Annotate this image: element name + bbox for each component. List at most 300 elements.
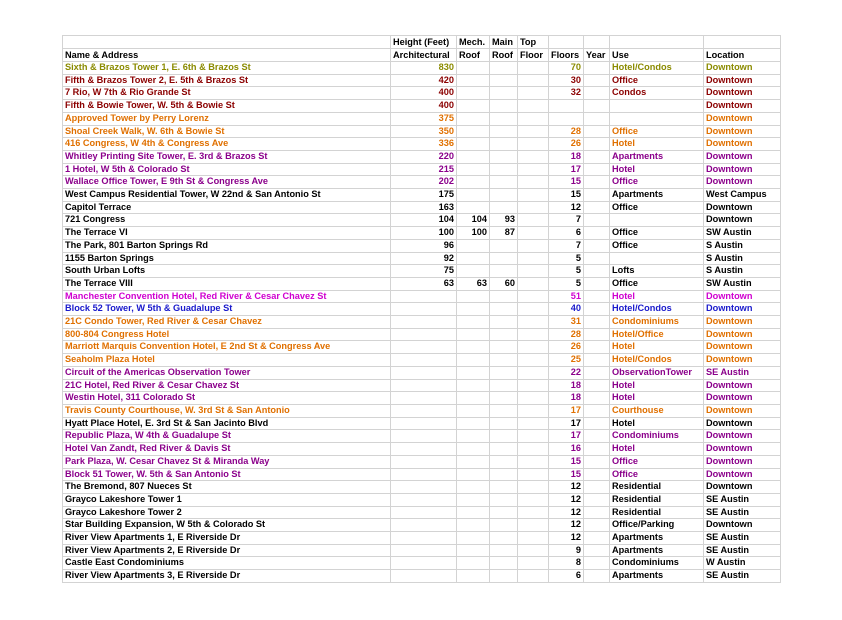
cell-height <box>391 290 457 303</box>
cell-year <box>584 392 610 405</box>
cell-main-roof <box>490 163 518 176</box>
cell-mech-roof <box>457 201 490 214</box>
cell-year <box>584 87 610 100</box>
table-header <box>63 36 781 62</box>
table-row <box>63 455 781 468</box>
cell-main-roof <box>490 125 518 138</box>
cell-use: Residential <box>610 481 704 494</box>
cell-height <box>391 544 457 557</box>
cell-height: 175 <box>391 189 457 202</box>
cell-top-floor <box>518 227 549 240</box>
cell-main-roof <box>490 443 518 456</box>
cell-main-roof <box>490 201 518 214</box>
table-row <box>63 62 781 75</box>
cell-floors: 15 <box>549 189 584 202</box>
cell-top-floor <box>518 519 549 532</box>
cell-location: Downtown <box>704 379 781 392</box>
cell-year <box>584 455 610 468</box>
cell-location: Downtown <box>704 392 781 405</box>
cell-location: SE Austin <box>704 544 781 557</box>
header-main-roof: Roof <box>490 49 518 62</box>
cell-floors: 17 <box>549 430 584 443</box>
cell-name-address: West Campus Residential Tower, W 22nd & San Antonio St <box>63 189 391 202</box>
cell-location: Downtown <box>704 455 781 468</box>
cell-mech-roof <box>457 150 490 163</box>
cell-top-floor <box>518 189 549 202</box>
cell-use: Office <box>610 201 704 214</box>
table-row <box>63 481 781 494</box>
table-row <box>63 493 781 506</box>
cell-top-floor <box>518 290 549 303</box>
cell-name-address: Castle East Condominiums <box>63 557 391 570</box>
cell-height: 163 <box>391 201 457 214</box>
cell-mech-roof: 100 <box>457 227 490 240</box>
cell-main-roof <box>490 74 518 87</box>
cell-name-address: Grayco Lakeshore Tower 1 <box>63 493 391 506</box>
cell-use: Hotel <box>610 163 704 176</box>
cell-location: Downtown <box>704 74 781 87</box>
cell-location: SE Austin <box>704 366 781 379</box>
cell-height: 400 <box>391 100 457 113</box>
cell-year <box>584 125 610 138</box>
cell-main-roof <box>490 252 518 265</box>
cell-use: ObservationTower <box>610 366 704 379</box>
cell-main-roof <box>490 493 518 506</box>
cell-top-floor <box>518 468 549 481</box>
cell-location: Downtown <box>704 430 781 443</box>
table-row <box>63 443 781 456</box>
table-row <box>63 328 781 341</box>
cell-year <box>584 290 610 303</box>
cell-mech-roof <box>457 341 490 354</box>
cell-year <box>584 557 610 570</box>
cell-mech-roof <box>457 506 490 519</box>
table-row <box>63 252 781 265</box>
cell-year <box>584 74 610 87</box>
cell-location: Downtown <box>704 62 781 75</box>
cell-top-floor <box>518 176 549 189</box>
cell-height: 400 <box>391 87 457 100</box>
table-row <box>63 163 781 176</box>
cell-use: Residential <box>610 493 704 506</box>
table-body <box>63 62 781 583</box>
cell-location: SE Austin <box>704 506 781 519</box>
cell-use <box>610 252 704 265</box>
cell-use: Office <box>610 176 704 189</box>
cell-year <box>584 354 610 367</box>
cell-name-address: Republic Plaza, W 4th & Guadalupe St <box>63 430 391 443</box>
cell-year <box>584 227 610 240</box>
cell-use: Condominiums <box>610 316 704 329</box>
cell-height <box>391 506 457 519</box>
cell-main-roof <box>490 189 518 202</box>
cell-use: Office <box>610 227 704 240</box>
cell-top-floor <box>518 443 549 456</box>
cell-top-floor <box>518 392 549 405</box>
cell-main-roof <box>490 354 518 367</box>
cell-main-roof <box>490 417 518 430</box>
cell-name-address: Block 52 Tower, W 5th & Guadalupe St <box>63 303 391 316</box>
cell-use: Office <box>610 125 704 138</box>
cell-height: 104 <box>391 214 457 227</box>
table-row <box>63 87 781 100</box>
header-row-1 <box>63 36 781 49</box>
cell-use: Condominiums <box>610 557 704 570</box>
cell-floors: 15 <box>549 176 584 189</box>
header-mech-roof: Roof <box>457 49 490 62</box>
header-cell <box>63 36 391 49</box>
cell-name-address: The Park, 801 Barton Springs Rd <box>63 239 391 252</box>
cell-main-roof <box>490 392 518 405</box>
cell-height <box>391 570 457 583</box>
cell-year <box>584 112 610 125</box>
table-row <box>63 150 781 163</box>
table-row <box>63 417 781 430</box>
cell-mech-roof <box>457 176 490 189</box>
cell-name-address: The Terrace VIII <box>63 277 391 290</box>
cell-floors: 15 <box>549 455 584 468</box>
cell-mech-roof <box>457 417 490 430</box>
table-row <box>63 125 781 138</box>
cell-location: Downtown <box>704 341 781 354</box>
cell-main-roof <box>490 366 518 379</box>
cell-top-floor <box>518 341 549 354</box>
cell-height <box>391 392 457 405</box>
cell-main-roof: 60 <box>490 277 518 290</box>
cell-height: 92 <box>391 252 457 265</box>
cell-name-address: Whitley Printing Site Tower, E. 3rd & Brazos St <box>63 150 391 163</box>
cell-name-address: Marriott Marquis Convention Hotel, E 2nd St & Congress Ave <box>63 341 391 354</box>
cell-location: Downtown <box>704 112 781 125</box>
cell-top-floor <box>518 214 549 227</box>
cell-name-address: Travis County Courthouse, W. 3rd St & San Antonio <box>63 404 391 417</box>
cell-location: Downtown <box>704 404 781 417</box>
cell-location: Downtown <box>704 201 781 214</box>
cell-use: Condominiums <box>610 430 704 443</box>
cell-height: 420 <box>391 74 457 87</box>
cell-top-floor <box>518 557 549 570</box>
cell-height: 75 <box>391 265 457 278</box>
cell-year <box>584 163 610 176</box>
cell-mech-roof <box>457 290 490 303</box>
table-row <box>63 404 781 417</box>
table-row <box>63 354 781 367</box>
cell-top-floor <box>518 100 549 113</box>
cell-mech-roof <box>457 544 490 557</box>
header-cell-top: Top <box>518 36 549 49</box>
cell-location: SE Austin <box>704 532 781 545</box>
cell-location: West Campus <box>704 189 781 202</box>
cell-height <box>391 519 457 532</box>
cell-name-address: South Urban Lofts <box>63 265 391 278</box>
cell-location: Downtown <box>704 328 781 341</box>
cell-location: SW Austin <box>704 277 781 290</box>
cell-use: Residential <box>610 506 704 519</box>
cell-top-floor <box>518 163 549 176</box>
cell-main-roof <box>490 87 518 100</box>
header-row-2 <box>63 49 781 62</box>
cell-mech-roof <box>457 112 490 125</box>
cell-location: Downtown <box>704 443 781 456</box>
cell-mech-roof <box>457 138 490 151</box>
cell-floors: 15 <box>549 468 584 481</box>
cell-location: Downtown <box>704 417 781 430</box>
cell-main-roof <box>490 150 518 163</box>
cell-height <box>391 328 457 341</box>
cell-floors: 18 <box>549 392 584 405</box>
cell-floors: 18 <box>549 150 584 163</box>
cell-location: Downtown <box>704 150 781 163</box>
cell-top-floor <box>518 138 549 151</box>
cell-floors <box>549 100 584 113</box>
table-row <box>63 379 781 392</box>
cell-height: 220 <box>391 150 457 163</box>
cell-name-address: The Bremond, 807 Nueces St <box>63 481 391 494</box>
cell-mech-roof <box>457 557 490 570</box>
cell-mech-roof <box>457 163 490 176</box>
cell-height <box>391 316 457 329</box>
cell-mech-roof: 63 <box>457 277 490 290</box>
table-row <box>63 201 781 214</box>
table-row <box>63 277 781 290</box>
cell-year <box>584 493 610 506</box>
cell-mech-roof <box>457 455 490 468</box>
cell-floors: 28 <box>549 125 584 138</box>
cell-height <box>391 455 457 468</box>
cell-main-roof <box>490 557 518 570</box>
cell-main-roof <box>490 570 518 583</box>
cell-location: Downtown <box>704 176 781 189</box>
cell-main-roof <box>490 239 518 252</box>
cell-use <box>610 112 704 125</box>
cell-year <box>584 201 610 214</box>
cell-floors: 70 <box>549 62 584 75</box>
table-row <box>63 189 781 202</box>
cell-floors: 7 <box>549 239 584 252</box>
cell-year <box>584 430 610 443</box>
cell-top-floor <box>518 316 549 329</box>
cell-use: Office <box>610 468 704 481</box>
header-floors: Floors <box>549 49 584 62</box>
cell-use: Apartments <box>610 150 704 163</box>
cell-main-roof <box>490 506 518 519</box>
cell-mech-roof: 104 <box>457 214 490 227</box>
table-row <box>63 544 781 557</box>
cell-top-floor <box>518 112 549 125</box>
cell-height: 830 <box>391 62 457 75</box>
header-cell <box>584 36 610 49</box>
cell-height <box>391 404 457 417</box>
cell-mech-roof <box>457 354 490 367</box>
cell-name-address: The Terrace VI <box>63 227 391 240</box>
building-table <box>62 35 781 583</box>
header-cell <box>549 36 584 49</box>
cell-main-roof: 87 <box>490 227 518 240</box>
cell-use <box>610 214 704 227</box>
cell-top-floor <box>518 252 549 265</box>
cell-height: 215 <box>391 163 457 176</box>
cell-floors: 26 <box>549 341 584 354</box>
table-row <box>63 430 781 443</box>
cell-name-address: River View Apartments 1, E Riverside Dr <box>63 532 391 545</box>
cell-year <box>584 328 610 341</box>
cell-mech-roof <box>457 570 490 583</box>
cell-top-floor <box>518 74 549 87</box>
cell-mech-roof <box>457 100 490 113</box>
cell-year <box>584 303 610 316</box>
cell-mech-roof <box>457 265 490 278</box>
cell-top-floor <box>518 481 549 494</box>
cell-height: 96 <box>391 239 457 252</box>
cell-mech-roof <box>457 379 490 392</box>
cell-top-floor <box>518 87 549 100</box>
cell-use: Hotel/Condos <box>610 62 704 75</box>
cell-height: 350 <box>391 125 457 138</box>
cell-name-address: 1155 Barton Springs <box>63 252 391 265</box>
header-cell-main: Main <box>490 36 518 49</box>
cell-top-floor <box>518 366 549 379</box>
cell-floors: 5 <box>549 265 584 278</box>
cell-main-roof <box>490 138 518 151</box>
cell-year <box>584 570 610 583</box>
cell-name-address: Wallace Office Tower, E 9th St & Congress Ave <box>63 176 391 189</box>
table-row <box>63 392 781 405</box>
cell-floors: 17 <box>549 417 584 430</box>
cell-top-floor <box>518 506 549 519</box>
cell-name-address: Fifth & Bowie Tower, W. 5th & Bowie St <box>63 100 391 113</box>
cell-mech-roof <box>457 87 490 100</box>
cell-name-address: Star Building Expansion, W 5th & Colorado St <box>63 519 391 532</box>
cell-year <box>584 316 610 329</box>
cell-height: 375 <box>391 112 457 125</box>
cell-height <box>391 468 457 481</box>
cell-mech-roof <box>457 443 490 456</box>
cell-location: Downtown <box>704 303 781 316</box>
cell-name-address: Park Plaza, W. Cesar Chavez St & Miranda Way <box>63 455 391 468</box>
cell-top-floor <box>518 493 549 506</box>
cell-floors: 31 <box>549 316 584 329</box>
cell-height: 63 <box>391 277 457 290</box>
cell-main-roof <box>490 468 518 481</box>
cell-year <box>584 443 610 456</box>
cell-name-address: Circuit of the Americas Observation Tower <box>63 366 391 379</box>
cell-floors <box>549 112 584 125</box>
cell-location: Downtown <box>704 138 781 151</box>
cell-top-floor <box>518 303 549 316</box>
cell-name-address: 7 Rio, W 7th & Rio Grande St <box>63 87 391 100</box>
cell-name-address: 721 Congress <box>63 214 391 227</box>
cell-mech-roof <box>457 125 490 138</box>
cell-top-floor <box>518 379 549 392</box>
cell-year <box>584 417 610 430</box>
cell-use: Hotel <box>610 392 704 405</box>
cell-year <box>584 265 610 278</box>
cell-use: Hotel/Condos <box>610 303 704 316</box>
cell-mech-roof <box>457 74 490 87</box>
cell-use: Office <box>610 239 704 252</box>
cell-floors: 28 <box>549 328 584 341</box>
cell-name-address: Manchester Convention Hotel, Red River & Cesar Chavez St <box>63 290 391 303</box>
cell-mech-roof <box>457 328 490 341</box>
cell-top-floor <box>518 277 549 290</box>
cell-floors: 12 <box>549 481 584 494</box>
cell-year <box>584 341 610 354</box>
table-row <box>63 366 781 379</box>
table-row <box>63 570 781 583</box>
cell-top-floor <box>518 62 549 75</box>
cell-floors: 12 <box>549 493 584 506</box>
cell-year <box>584 544 610 557</box>
cell-main-roof <box>490 112 518 125</box>
cell-top-floor <box>518 544 549 557</box>
cell-location: Downtown <box>704 481 781 494</box>
table-row <box>63 557 781 570</box>
cell-top-floor <box>518 570 549 583</box>
cell-top-floor <box>518 125 549 138</box>
cell-mech-roof <box>457 519 490 532</box>
cell-floors: 17 <box>549 163 584 176</box>
cell-year <box>584 519 610 532</box>
table-row <box>63 290 781 303</box>
cell-location: SE Austin <box>704 570 781 583</box>
cell-mech-roof <box>457 532 490 545</box>
cell-height: 100 <box>391 227 457 240</box>
table-row <box>63 532 781 545</box>
cell-floors: 22 <box>549 366 584 379</box>
cell-height <box>391 532 457 545</box>
cell-height <box>391 341 457 354</box>
cell-use <box>610 100 704 113</box>
cell-name-address: Shoal Creek Walk, W. 6th & Bowie St <box>63 125 391 138</box>
cell-floors: 12 <box>549 201 584 214</box>
cell-year <box>584 532 610 545</box>
cell-mech-roof <box>457 62 490 75</box>
cell-year <box>584 379 610 392</box>
cell-use: Courthouse <box>610 404 704 417</box>
cell-main-roof <box>490 379 518 392</box>
cell-top-floor <box>518 328 549 341</box>
cell-mech-roof <box>457 189 490 202</box>
cell-floors: 9 <box>549 544 584 557</box>
cell-floors: 7 <box>549 214 584 227</box>
cell-mech-roof <box>457 404 490 417</box>
cell-mech-roof <box>457 303 490 316</box>
header-year: Year <box>584 49 610 62</box>
cell-height <box>391 354 457 367</box>
cell-height <box>391 443 457 456</box>
cell-year <box>584 506 610 519</box>
cell-main-roof <box>490 519 518 532</box>
cell-floors: 32 <box>549 87 584 100</box>
cell-main-roof <box>490 481 518 494</box>
cell-year <box>584 100 610 113</box>
header-cell <box>610 36 704 49</box>
cell-mech-roof <box>457 430 490 443</box>
cell-use: Hotel <box>610 379 704 392</box>
cell-floors: 30 <box>549 74 584 87</box>
cell-mech-roof <box>457 481 490 494</box>
cell-year <box>584 404 610 417</box>
cell-location: Downtown <box>704 316 781 329</box>
cell-name-address: River View Apartments 2, E Riverside Dr <box>63 544 391 557</box>
cell-floors: 8 <box>549 557 584 570</box>
cell-year <box>584 138 610 151</box>
cell-year <box>584 252 610 265</box>
cell-name-address: Hotel Van Zandt, Red River & Davis St <box>63 443 391 456</box>
cell-use: Hotel/Condos <box>610 354 704 367</box>
cell-mech-roof <box>457 316 490 329</box>
cell-location: Downtown <box>704 163 781 176</box>
